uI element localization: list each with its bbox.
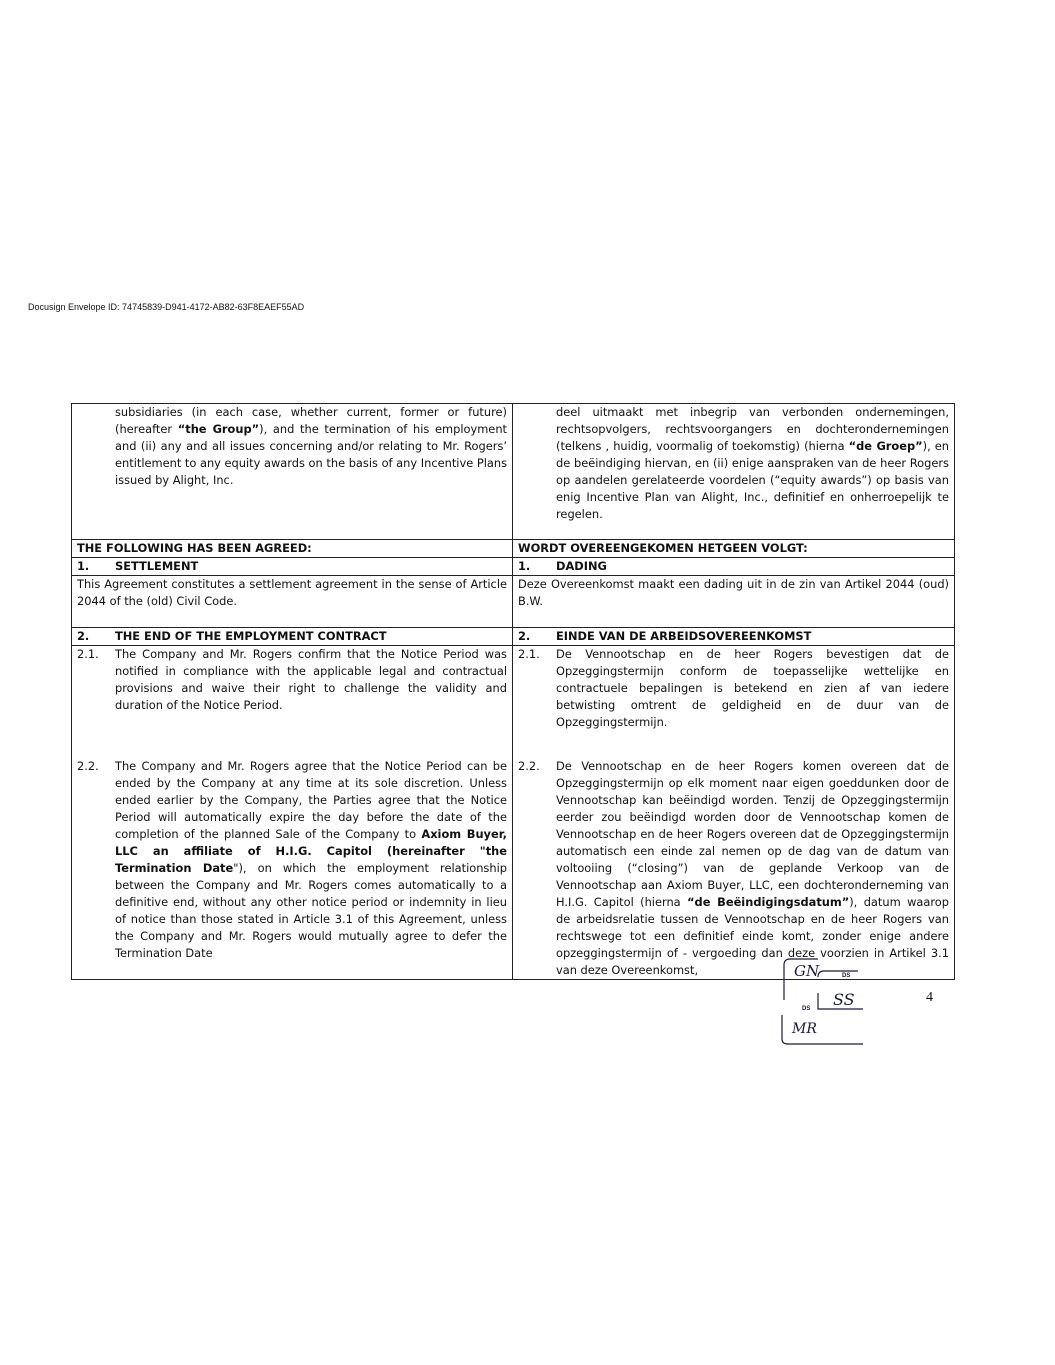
intro-left-cell <box>72 404 513 540</box>
section1-heading-left <box>72 558 513 576</box>
clause-2-1-left <box>77 646 507 748</box>
clause-2-2-right-part1: De Vennootschap en de heer Rogers komen overeen dat de Opzeggingstermijn op elk moment naar eigen goeddunken door de Vennootschap kan beëindigd worden. Tenzij de Opzeggingstermijn eerder zou beëindigd worden door de Vennootschap komen de Vennootschap en de heer Rogers overeen dat de Opzeggingstermijn automatisch een einde zal nemen op de dag van de datum van voltooiing (“closing”) van de geplande Verkoop van de Vennootschap aan Axiom Buyer, LLC, een dochteronderneming van H.I.G. Capitol (hierna <box>556 759 949 909</box>
clause-2-2-left-part2: "), on which the employment relationship between the Company and Mr. Rogers comes automatically to a definitive end, without any other notice period or indemnity in lieu of notice than those stated in Article 3.1 of this Agreement, unless the Company and Mr. Rogers would mutually agree to defer the Termination Date <box>115 861 507 960</box>
clause-2-2-left-bold: Axiom Buyer, LLC an affiliate of H.I.G. Capitol (hereinafter "the Termination Date <box>115 827 507 875</box>
section2-right-title: EINDE VAN DE ARBEIDSOVEREENKOMST <box>556 629 812 643</box>
section2-left-body <box>72 646 513 980</box>
section1-body-row <box>72 576 955 628</box>
initials-gn: GN <box>794 962 820 980</box>
intro-left-part2: ), and the termination of his employment and (ii) any and all issues concerning and/or relating to Mr. Rogers’ entitlement to any equity awards on the basis of any Incentive Plans issued by Alight, Inc. <box>115 422 508 487</box>
initials-ss: SS <box>833 990 855 1009</box>
clause-2-1-right <box>518 646 949 748</box>
clause-2-2-left <box>77 758 507 962</box>
intro-right-part2: ), en de beëindiging hiervan, en (ii) enige aanspraken van de heer Rogers op aandelen gerelateerde voordelen (“equity awards”) op basis van enig Incentive Plan van Alight, Inc., definitief en onherroepelijk te regelen. <box>556 439 949 521</box>
intro-right-cell <box>513 404 955 540</box>
clause-2-2-left-text <box>115 758 507 962</box>
docusign-initials-stamp <box>778 955 873 1050</box>
agreed-right: WORDT OVEREENGEKOMEN HETGEEN VOLGT: <box>513 540 955 558</box>
clause-2-2-right <box>518 758 949 979</box>
intro-left-bold: “the Group” <box>177 422 260 436</box>
initials-mr: MR <box>792 1021 817 1037</box>
clause-2-1-right-number: 2.1. <box>518 647 540 661</box>
agreed-row <box>72 540 955 558</box>
section1-right-title: DADING <box>556 559 607 573</box>
section2-heading-right <box>513 628 955 646</box>
initials-bracket-mid <box>818 971 858 977</box>
intro-left-part1: subsidiaries (in each case, whether current, former or future) (hereafter <box>115 405 507 436</box>
ds-tag-bottom: DS <box>802 1006 811 1012</box>
section1-right-number: 1. <box>518 559 531 573</box>
intro-right-part1: deel uitmaakt met inbegrip van verbonden ondernemingen, rechtsopvolgers, rechtsvoorgangers en dochterondernemingen (telkens , huidig, voormalig of toekomstig) (hierna <box>556 405 949 453</box>
section2-left-title: THE END OF THE EMPLOYMENT CONTRACT <box>115 629 387 643</box>
intro-right-bold: “de Groep” <box>848 439 923 453</box>
intro-row <box>72 404 955 540</box>
intro-left-text <box>77 404 507 489</box>
section2-heading-left <box>72 628 513 646</box>
section1-right-text: Deze Overeenkomst maakt een dading uit in de zin van Artikel 2044 (oud) B.W. <box>513 576 955 628</box>
section2-right-number: 2. <box>518 629 531 643</box>
agreed-left: THE FOLLOWING HAS BEEN AGREED: <box>72 540 513 558</box>
clause-2-2-right-part2: ), datum waarop de arbeidsrelatie tussen de Vennootschap en de heer Rogers van rechtswege tot een definitief einde komt, zonder enige andere opzeggingstermijn of - vergoeding dan deze voorzien in Artikel 3.1 van deze Overeenkomst, <box>556 895 949 977</box>
clause-2-1-left-number: 2.1. <box>77 647 99 661</box>
section1-left-text: This Agreement constitutes a settlement agreement in the sense of Article 2044 of the (old) Civil Code. <box>72 576 513 628</box>
docusign-envelope-id: Docusign Envelope ID: 74745839-D941-4172-AB82-63F8EAEF55AD <box>28 302 305 312</box>
ds-tag-top: DS <box>842 973 851 979</box>
clause-2-2-left-part1: The Company and Mr. Rogers agree that the Notice Period can be ended by the Company at any time at its sole discretion. Unless ended earlier by the Company, the Parties agree that the Notice Period will automatically expire the day before the date of the completion of the planned Sale of the Company to <box>115 759 507 841</box>
section2-heading-row <box>72 628 955 646</box>
bilingual-contract-table <box>71 403 955 980</box>
section2-body-row <box>72 646 955 980</box>
section1-heading-right <box>513 558 955 576</box>
page-number: 4 <box>926 990 933 1005</box>
section1-left-number: 1. <box>77 559 90 573</box>
clause-2-1-right-text: De Vennootschap en de heer Rogers bevestigen dat de Opzeggingstermijn conform de toepasselijke wettelijke en contractuele bepalingen is betekend en zien af van iedere betwisting omtrent de geldigheid en de duur van de Opzeggingstermijn. <box>556 647 949 729</box>
clause-2-2-right-bold: “de Beëindigingsdatum” <box>687 895 850 909</box>
clause-2-2-right-text <box>556 758 949 979</box>
section2-right-body <box>513 646 955 980</box>
section1-heading-row <box>72 558 955 576</box>
section2-left-number: 2. <box>77 629 90 643</box>
section1-left-title: SETTLEMENT <box>115 559 199 573</box>
clause-2-1-left-text: The Company and Mr. Rogers confirm that the Notice Period was notified in compliance with the applicable legal and contractual provisions and waive their right to challenge the validity and duration of the Notice Period. <box>115 647 507 712</box>
clause-2-2-left-number: 2.2. <box>77 759 99 773</box>
clause-2-2-right-number: 2.2. <box>518 759 540 773</box>
intro-right-text <box>518 404 949 523</box>
